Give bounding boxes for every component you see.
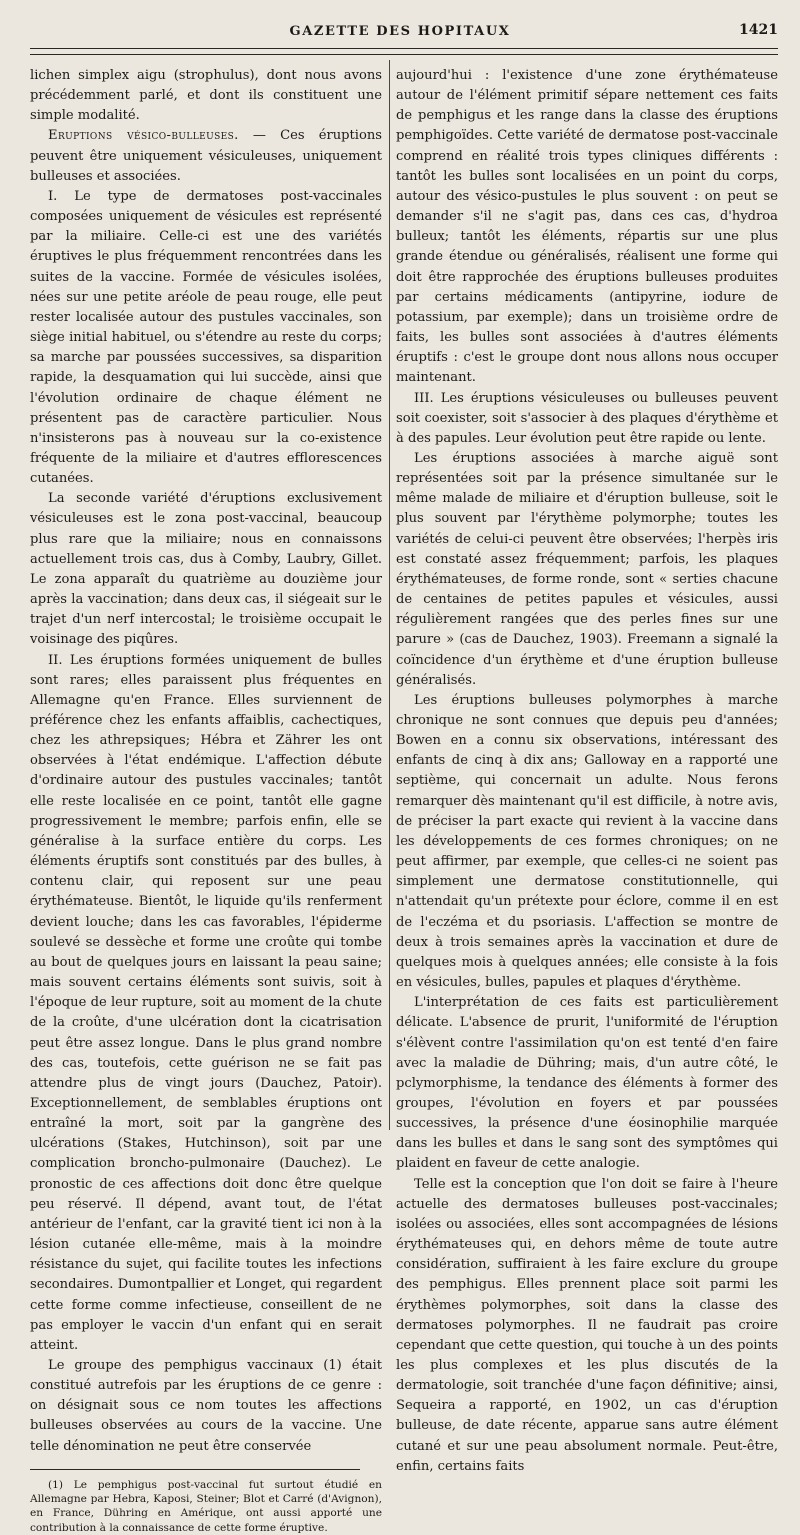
page-number: 1421 xyxy=(739,22,778,38)
header-rule-thin xyxy=(30,54,778,55)
footnote: (1) Le pemphigus post-vaccinal fut surtout étudié en Allemagne par Hebra, Kaposi, Steiner; Blot et Carré (d'Avignon), en France, Dühring en Amérique, ont aussi apporté une contribution à la connaissance de cette forme éruptive. xyxy=(30,1478,382,1534)
paragraph: lichen simplex aigu (strophulus), dont nous avons précédemment parlé, et dont ils constituent une simple modalité. xyxy=(30,68,382,124)
paragraph: La seconde variété d'éruptions exclusivement vésiculeuses est le zona post-vaccinal, beaucoup plus rare que la miliaire; nous en connaissons actuellement trois cas, dus à Comby, Laubry, Gillet. Le zona apparaît du quatrième au douzième jour après la vaccination; dans deux cas, il siégeait sur le trajet d'un nerf intercostal; le troisième occupait le voisinage des piqûres. xyxy=(30,491,382,648)
section-paragraph xyxy=(30,126,382,186)
paragraph: III. Les éruptions vésiculeuses ou bulleuses peuvent soit coexister, soit s'associer à des plaques d'érythème et à des papules. Leur évolution peut être rapide ou lente. xyxy=(396,390,778,446)
running-title: GAZETTE DES HOPITAUX xyxy=(289,24,511,39)
paragraph: II. Les éruptions formées uniquement de bulles sont rares; elles paraissent plus fréquentes en Allemagne qu'en France. Elles surviennent de préférence chez les enfants affaiblis, cachectiques, chez les athrepsiques; Hébra et Zährer les ont observées à l'état endémique. L'affection débute d'ordinaire autour des pustules vaccinales; tantôt elle reste localisée en ce point, tantôt elle gagne progressivement le membre; parfois enfin, elle se généralise à la surface entière du corps. Les éléments éruptifs sont constitués par des bulles, à contenu clair, qui reposent sur une peau érythémateuse. Bientôt, le liquide qu'ils renferment devient louche; dans les cas favorables, l'épiderme soulevé se dessèche et forme une croûte qui tombe au bout de quelques jours en laissant la peau saine; mais souvent certains éléments sont suivis, soit à l'époque de leur rupture, soit au moment de la chute de la croûte, d'une ulcération dont la cicatrisation peut être assez longue. Dans le plus grand nombre des cas, toutefois, cette guérison ne se fait pas attendre plus de vingt jours (Dauchez, Patoir). Exceptionnellement, de semblables éruptions ont entraîné la mort, soit par la gangrène des ulcérations (Stakes, Hutchinson), soit par une complication broncho-pulmonaire (Dauchez). Le pronostic de ces affections doit donc être quelque peu réservé. Il dépend, avant tout, de l'état antérieur de l'enfant, car la gravité tient ici non à la lésion cutanée elle-même, mais à la moindre résistance du sujet, qui facilite toutes les infections secondaires. Dumontpallier et Longet, qui regardent cette forme comme infectieuse, conseillent de ne pas employer le vaccin d'un enfant qui en serait atteint. xyxy=(30,652,382,1353)
paragraph: I. Le type de dermatoses post-vaccinales composées uniquement de vésicules est représenté par la miliaire. Celle-ci est une des variétés éruptives le plus fréquemment rencontrées dans les suites de la vaccine. Formée de vésicules isolées, nées sur une petite aréole de peau rouge, elle peut rester localisée autour des pustules vaccinales, son siège initial habituel, ou s'étendre au reste du corps; sa marche par poussées successives, sa disparition rapide, la desquamation qui lui succède, ainsi que l'évolution ordinaire de chaque élément ne présentent pas de caractère particulier. Nous n'insisterons pas à nouveau sur la co-existence fréquente de la miliaire et d'autres efflorescences cutanées. xyxy=(30,188,382,487)
footnote-rule xyxy=(30,1469,360,1470)
paragraph: Les éruptions associées à marche aiguë sont représentées soit par la présence simultanée sur le même malade de miliaire et d'éruption bulleuse, soit le plus souvent par l'érythème polymorphe; toutes les variétés de celui-ci peuvent être observées; l'herpès iris est constaté assez fréquemment; parfois, les plaques érythémateuses, de forme ronde, sont « serties chacune de centaines de petites papules et vésicules, aussi régulièrement rangées que des perles fines sur une parure » (cas de Dauchez, 1903). Freemann a signalé la coïncidence d'un érythème et d'une éruption bulleuse généralisés. xyxy=(396,450,778,688)
paragraph: Telle est la conception que l'on doit se faire à l'heure actuelle des dermatoses bulleuses post-vaccinales; isolées ou associées, elles sont accompagnées de lésions érythémateuses qui, en dehors même de toute autre considération, suffiraient à les faire exclure du groupe des pemphigus. Elles prennent place soit parmi les érythèmes polymorphes, soit dans la classe des dermatoses polymorphes. Il ne faudrait pas croire cependant que cette question, qui touche à un des points les plus complexes et les plus discutés de la dermatologie, soit tranchée d'une façon définitive; ainsi, Sequeira a rapporté, en 1902, un cas d'éruption bulleuse, de date récente, apparue sans autre élément cutané et sur une peau absolument normale. Peut-être, enfin, certains faits xyxy=(396,1176,778,1474)
section-heading: Eruptions vésico-bulleuses. xyxy=(48,128,239,144)
paragraph: Les éruptions bulleuses polymorphes à marche chronique ne sont connues que depuis peu d'années; Bowen en a connu six observations, intéressant des enfants de cinq à dix ans; Galloway en a rapporté une septième, qui concernait un adulte. Nous ferons remarquer dès maintenant qu'il est difficile, à notre avis, de préciser la part exacte qui revient à la vaccine dans les développements de ces formes chroniques; on ne peut affirmer, par exemple, que celles-ci ne soient pas simplement une dermatose constitutionnelle, qui n'attendait qu'un prétexte pour éclore, comme il en est de l'eczéma et du psoriasis. L'affection se montre de deux à trois semaines après la vaccination et dure de quelques mois à quelques années; elle consiste à la fois en vésicules, bulles, papules et plaques d'érythème. xyxy=(396,692,778,991)
paragraph: L'interprétation de ces faits est particulièrement délicate. L'absence de prurit, l'uniformité de l'éruption s'élèvent contre l'assimilation qu'on est tenté d'en faire avec la maladie de Dühring; mais, d'un autre côté, le pclymorphisme, la tendance des éléments à former des groupes, l'évolution en foyers et par poussées successives, la présence d'une éosinophilie marquée dans les bulles et dans le sang sont des symptômes qui plaident en faveur de cette analogie. xyxy=(396,995,778,1172)
section-intro: — Ces éruptions peuvent être uniquement vésiculeuses, uniquement bulleuses et associées. xyxy=(30,128,383,184)
paragraph: Le groupe des pemphigus vaccinaux (1) était constitué autrefois par les éruptions de ce genre : on désignait sous ce nom toutes les affections bulleuses observées au cours de la vaccine. Une telle dénomination ne peut être conservée xyxy=(30,1358,382,1454)
paragraph: aujourd'hui : l'existence d'une zone érythémateuse autour de l'élément primitif sépare nettement ces faits de pemphigus et les range dans la classe des éruptions pemphigoïdes. Cette variété de dermatose post-vaccinale comprend en réalité trois types cliniques différents : tantôt les bulles sont localisées en un point du corps, autour des vésico-pustules le plus souvent : on peut se demander s'il ne s'agit pas, dans ces cas, d'hydroa bulleux; tantôt les éléments, répartis sur une plus grande étendue ou généralisés, réalisent une forme qui doit être rapprochée des éruptions bulleuses produites par certains médicaments (antipyrine, iodure de potassium, par exemple); dans un troisième ordre de faits, les bulles sont associées à d'autres éléments éruptifs : c'est le groupe dont nous allons nous occuper maintenant. xyxy=(396,68,778,386)
header-rule xyxy=(30,48,778,49)
column-divider xyxy=(389,60,390,1130)
left-column xyxy=(30,66,382,1535)
right-column xyxy=(396,66,778,1477)
